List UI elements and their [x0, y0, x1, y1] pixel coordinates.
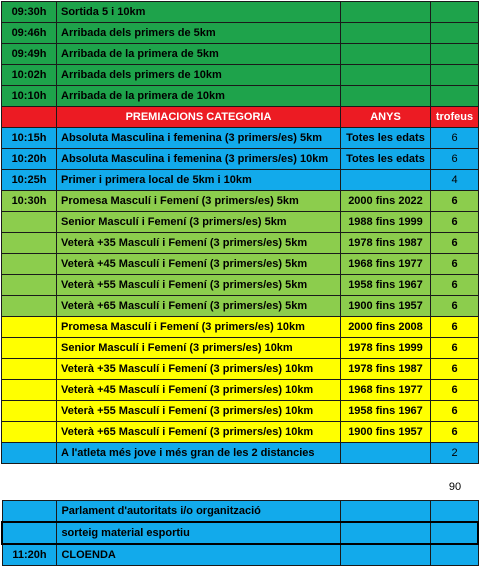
- anys-cell: Totes les edats: [341, 149, 431, 170]
- table-row: [2, 44, 479, 65]
- anys-cell: 1978 fins 1987: [341, 359, 431, 380]
- program-table: [1, 1, 479, 464]
- table-row: [2, 191, 479, 212]
- time-cell: 10:30h: [2, 191, 57, 212]
- anys-cell: 1900 fins 1957: [341, 296, 431, 317]
- anys-cell: [341, 44, 431, 65]
- event-cell: Veterà +65 Masculí i Femení (3 primers/es) 5km: [57, 296, 341, 317]
- trofeus-cell: 6: [431, 191, 479, 212]
- trofeus-cell: 6: [431, 275, 479, 296]
- table-row: [2, 317, 479, 338]
- trofeus-cell: [430, 522, 478, 544]
- trofeus-cell: [430, 501, 478, 523]
- anys-cell: [341, 522, 431, 544]
- event-cell: sorteig material esportiu: [57, 522, 341, 544]
- event-cell: Veterà +45 Masculí i Femení (3 primers/es) 10km: [57, 380, 341, 401]
- event-cell: Promesa Masculí i Femení (3 primers/es) 5km: [57, 191, 341, 212]
- event-cell: Sortida 5 i 10km: [57, 2, 341, 23]
- event-cell: Primer i primera local de 5km i 10km: [57, 170, 341, 191]
- time-cell: 09:46h: [2, 23, 57, 44]
- time-cell: [2, 380, 57, 401]
- event-cell: Veterà +55 Masculí i Femení (3 primers/es) 5km: [57, 275, 341, 296]
- closing-table-body: [2, 501, 478, 566]
- time-cell: 09:49h: [2, 44, 57, 65]
- table-row: [2, 275, 479, 296]
- trofeus-cell: [431, 86, 479, 107]
- total-trofeus: 90: [448, 481, 462, 493]
- trofeus-cell: 6: [431, 317, 479, 338]
- anys-cell: [341, 443, 431, 464]
- time-cell: [2, 338, 57, 359]
- table-row: [2, 86, 479, 107]
- trofeus-cell: 6: [431, 212, 479, 233]
- trofeus-cell: 6: [431, 338, 479, 359]
- time-cell: [2, 443, 57, 464]
- time-cell: 10:20h: [2, 149, 57, 170]
- time-cell: [2, 317, 57, 338]
- table-row: [2, 401, 479, 422]
- event-cell: Absoluta Masculina i femenina (3 primers/es) 10km: [57, 149, 341, 170]
- event-cell: Arribada dels primers de 5km: [57, 23, 341, 44]
- time-cell: [2, 296, 57, 317]
- closing-table: [1, 500, 479, 566]
- header-trofeus: trofeus: [431, 107, 479, 128]
- anys-cell: [341, 23, 431, 44]
- table-row: [2, 544, 478, 566]
- event-cell: Parlament d'autoritats i/o organització: [57, 501, 341, 523]
- table-row: [2, 380, 479, 401]
- table-row: [2, 254, 479, 275]
- anys-cell: Totes les edats: [341, 128, 431, 149]
- table-row: [2, 422, 479, 443]
- trofeus-cell: 4: [431, 170, 479, 191]
- trofeus-cell: 6: [431, 359, 479, 380]
- trofeus-cell: 6: [431, 296, 479, 317]
- time-cell: 10:25h: [2, 170, 57, 191]
- event-cell: Senior Masculí i Femení (3 primers/es) 10km: [57, 338, 341, 359]
- event-cell: CLOENDA: [57, 544, 341, 566]
- table-row: [2, 65, 479, 86]
- anys-cell: 2000 fins 2022: [341, 191, 431, 212]
- awards-header-row: [2, 107, 479, 128]
- table-row: [2, 296, 479, 317]
- trofeus-cell: 2: [431, 443, 479, 464]
- trofeus-cell: 6: [431, 401, 479, 422]
- trofeus-cell: [431, 65, 479, 86]
- event-cell: Veterà +55 Masculí i Femení (3 primers/es) 10km: [57, 401, 341, 422]
- anys-cell: [341, 86, 431, 107]
- header-blank: [2, 107, 57, 128]
- time-cell: 10:10h: [2, 86, 57, 107]
- trofeus-cell: 6: [431, 233, 479, 254]
- event-cell: Veterà +35 Masculí i Femení (3 primers/es) 5km: [57, 233, 341, 254]
- anys-cell: 1958 fins 1967: [341, 275, 431, 296]
- anys-cell: 1958 fins 1967: [341, 401, 431, 422]
- time-cell: 10:15h: [2, 128, 57, 149]
- event-cell: A l'atleta més jove i més gran de les 2 distancies: [57, 443, 341, 464]
- header-premiacions: PREMIACIONS CATEGORIA: [57, 107, 341, 128]
- anys-cell: [341, 2, 431, 23]
- trofeus-cell: 6: [431, 128, 479, 149]
- table-row: [2, 233, 479, 254]
- time-cell: [2, 501, 57, 523]
- time-cell: 09:30h: [2, 2, 57, 23]
- time-cell: [2, 359, 57, 380]
- table-row: [2, 149, 479, 170]
- event-cell: Absoluta Masculina i femenina (3 primers/es) 5km: [57, 128, 341, 149]
- time-cell: [2, 275, 57, 296]
- time-cell: [2, 212, 57, 233]
- table-row: [2, 443, 479, 464]
- trofeus-cell: 6: [431, 380, 479, 401]
- table-row: [2, 501, 478, 523]
- time-cell: [2, 401, 57, 422]
- trofeus-cell: 6: [431, 149, 479, 170]
- time-cell: 11:20h: [2, 544, 57, 566]
- program-table-body: [2, 2, 479, 464]
- anys-cell: 1900 fins 1957: [341, 422, 431, 443]
- anys-cell: [341, 501, 431, 523]
- event-cell: Veterà +45 Masculí i Femení (3 primers/es) 5km: [57, 254, 341, 275]
- trofeus-cell: [431, 44, 479, 65]
- anys-cell: 1978 fins 1987: [341, 233, 431, 254]
- time-cell: [2, 233, 57, 254]
- anys-cell: [341, 170, 431, 191]
- table-row: [2, 2, 479, 23]
- time-cell: 10:02h: [2, 65, 57, 86]
- anys-cell: 1978 fins 1999: [341, 338, 431, 359]
- header-anys: ANYS: [341, 107, 431, 128]
- time-cell: [2, 422, 57, 443]
- table-row: [2, 170, 479, 191]
- table-row: [2, 359, 479, 380]
- trofeus-cell: [431, 23, 479, 44]
- table-row: [2, 338, 479, 359]
- table-row: [2, 212, 479, 233]
- anys-cell: 1988 fins 1999: [341, 212, 431, 233]
- anys-cell: 2000 fins 2008: [341, 317, 431, 338]
- event-cell: Senior Masculí i Femení (3 primers/es) 5km: [57, 212, 341, 233]
- time-cell: [2, 254, 57, 275]
- trofeus-cell: 6: [431, 254, 479, 275]
- event-cell: Arribada dels primers de 10km: [57, 65, 341, 86]
- table-row: [2, 522, 478, 544]
- event-cell: Promesa Masculí i Femení (3 primers/es) 10km: [57, 317, 341, 338]
- time-cell: [2, 522, 57, 544]
- table-row: [2, 23, 479, 44]
- event-cell: Veterà +65 Masculí i Femení (3 primers/es) 10km: [57, 422, 341, 443]
- trofeus-cell: 6: [431, 422, 479, 443]
- trofeus-cell: [430, 544, 478, 566]
- anys-cell: 1968 fins 1977: [341, 380, 431, 401]
- event-cell: Arribada de la primera de 10km: [57, 86, 341, 107]
- anys-cell: 1968 fins 1977: [341, 254, 431, 275]
- table-row: [2, 128, 479, 149]
- event-cell: Veterà +35 Masculí i Femení (3 primers/es) 10km: [57, 359, 341, 380]
- anys-cell: [341, 65, 431, 86]
- trofeus-cell: [431, 2, 479, 23]
- anys-cell: [341, 544, 431, 566]
- event-cell: Arribada de la primera de 5km: [57, 44, 341, 65]
